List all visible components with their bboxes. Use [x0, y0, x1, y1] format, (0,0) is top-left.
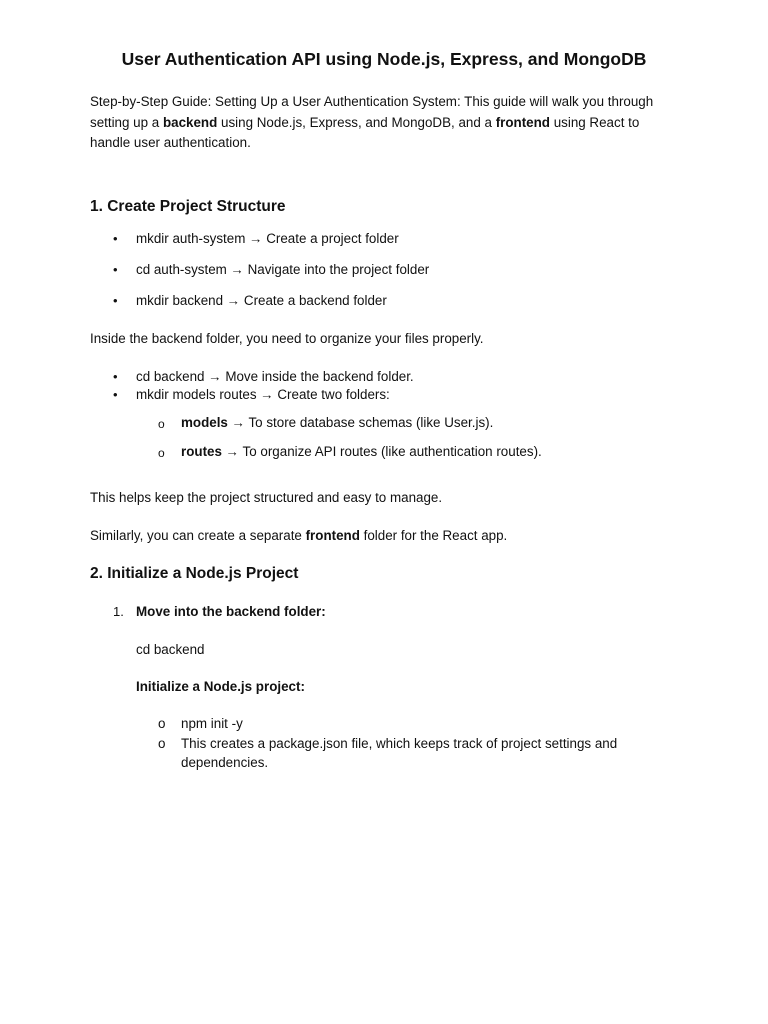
intro-bold-backend: backend — [162, 114, 218, 130]
intro-text-2: using Node.js, Express, and MongoDB, and a — [217, 114, 496, 130]
section-2-heading: 2. Initialize a Node.js Project — [90, 565, 299, 582]
bullet-glyph: • — [113, 387, 118, 402]
intro-paragraph — [90, 92, 680, 154]
step-2-label: Initialize a Node.js project: — [136, 679, 305, 694]
section-1-paragraph-3 — [90, 526, 507, 546]
list-item: mkdir auth-system → Create a project folder — [136, 231, 399, 246]
list-item: mkdir backend → Create a backend folder — [136, 293, 387, 308]
sub-item-bold-routes: routes — [181, 444, 222, 459]
list-item: cd backend → Move inside the backend folder. — [136, 369, 414, 384]
para3-text-2: folder for the React app. — [359, 528, 508, 543]
document-title: User Authentication API using Node.js, Express, and MongoDB — [121, 49, 647, 69]
step-1-label: Move into the backend folder: — [136, 604, 326, 619]
sub-list-item — [181, 413, 493, 433]
sub-item-text: → To store database schemas (like User.js). — [227, 415, 494, 430]
section-1-heading: 1. Create Project Structure — [90, 198, 286, 215]
sub-list-item: npm init -y — [181, 716, 243, 731]
section-1-paragraph-2: This helps keep the project structured and easy to manage. — [90, 490, 443, 505]
intro-bold-frontend: frontend — [495, 114, 550, 130]
intro-text-1: Step-by-Step Guide: Setting Up a User Authentication System: This guide will walk you through setting up a — [90, 94, 654, 130]
bullet-glyph: • — [113, 293, 118, 308]
sub-list-item: This creates a package.json file, which keeps track of project settings and — [181, 736, 618, 751]
section-1-paragraph: Inside the backend folder, you need to organize your files properly. — [90, 331, 484, 346]
sub-bullet-glyph: o — [158, 736, 166, 751]
sub-list-item — [181, 442, 542, 462]
sub-bullet-glyph: o — [158, 716, 166, 731]
para3-text-1: Similarly, you can create a separate — [90, 528, 306, 543]
bullet-glyph: • — [113, 231, 118, 246]
step-1-command: cd backend — [136, 642, 205, 657]
sub-list-item-continuation: dependencies. — [181, 755, 269, 770]
list-item: mkdir models routes → Create two folders: — [136, 387, 390, 402]
sub-bullet-glyph: o — [158, 446, 165, 460]
sub-bullet-glyph: o — [158, 417, 165, 431]
sub-item-bold-models: models — [181, 415, 228, 430]
para3-bold-frontend: frontend — [305, 528, 360, 543]
bullet-glyph: • — [113, 262, 118, 277]
intro-text-3: using React to handle user authentication. — [90, 114, 640, 150]
sub-item-text: → To organize API routes (like authentication routes). — [221, 444, 542, 459]
bullet-glyph: • — [113, 369, 118, 384]
list-item: cd auth-system → Navigate into the project folder — [136, 262, 430, 277]
step-number: 1. — [113, 604, 124, 619]
